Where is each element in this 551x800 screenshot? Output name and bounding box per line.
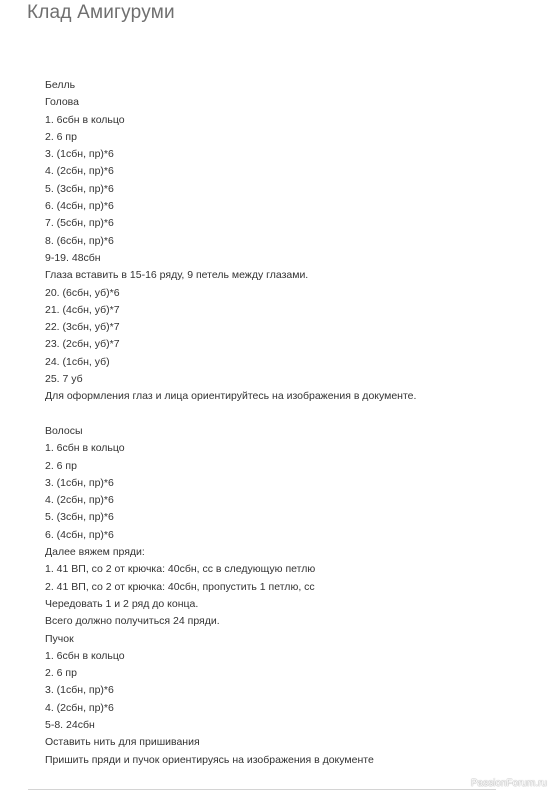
text-line: 1. 6сбн в кольцо bbox=[45, 649, 125, 662]
text-line: 5. (3сбн, пр)*6 bbox=[45, 182, 114, 195]
text-line: 2. 6 пр bbox=[45, 459, 77, 472]
text-line: 23. (2сбн, уб)*7 bbox=[45, 338, 120, 351]
text-line: 3. (1сбн, пр)*6 bbox=[45, 476, 114, 489]
section-head bbox=[45, 77, 540, 406]
section-hair bbox=[45, 423, 540, 769]
text-line: 22. (3сбн, уб)*7 bbox=[45, 321, 120, 334]
text-line: 4. (2сбн, пр)*6 bbox=[45, 165, 114, 178]
text-line: 2. 6 пр bbox=[45, 667, 77, 680]
text-line: Волосы bbox=[45, 424, 83, 437]
text-line: Чередовать 1 и 2 ряд до конца. bbox=[45, 597, 199, 610]
text-line: Оставить нить для пришивания bbox=[45, 736, 200, 749]
text-line: 2. 41 ВП, со 2 от крючка: 40сбн, пропустить 1 петлю, сс bbox=[45, 580, 315, 593]
text-line: 6. (4сбн, пр)*6 bbox=[45, 528, 114, 541]
text-line: 9-19. 48сбн bbox=[45, 251, 101, 264]
text-line: 8. (6сбн, пр)*6 bbox=[45, 234, 114, 247]
text-line: 1. 6сбн в кольцо bbox=[45, 442, 125, 455]
text-line: 24. (1сбн, уб) bbox=[45, 355, 110, 368]
text-line: Глаза вставить в 15-16 ряду, 9 петель между глазами. bbox=[45, 269, 309, 282]
text-line: Голова bbox=[45, 96, 79, 109]
text-line: Пучок bbox=[45, 632, 74, 645]
text-line: 3. (1сбн, пр)*6 bbox=[45, 148, 114, 161]
text-line: 7. (5сбн, пр)*6 bbox=[45, 217, 114, 230]
text-line: 20. (6сбн, уб)*6 bbox=[45, 286, 120, 299]
text-line: 2. 6 пр bbox=[45, 130, 77, 143]
text-line: Для оформления глаз и лица ориентируйтесь на изображения в документе. bbox=[45, 390, 417, 403]
text-line: 1. 41 ВП, со 2 от крючка: 40сбн, сс в следующую петлю bbox=[45, 563, 316, 576]
watermark-text: PassionForum.ru bbox=[470, 778, 547, 789]
text-line: Белль bbox=[45, 79, 76, 91]
text-line: 21. (4сбн, уб)*7 bbox=[45, 303, 120, 316]
text-line: 5. (3сбн, пр)*6 bbox=[45, 511, 114, 524]
text-line: 5-8. 24сбн bbox=[45, 718, 95, 731]
text-line: Далее вяжем пряди: bbox=[45, 546, 145, 559]
footer-divider bbox=[28, 789, 496, 790]
text-line: 4. (2сбн, пр)*6 bbox=[45, 701, 114, 714]
text-line: 6. (4сбн, пр)*6 bbox=[45, 200, 114, 213]
text-line: 3. (1сбн, пр)*6 bbox=[45, 684, 114, 697]
text-line: 1. 6сбн в кольцо bbox=[45, 113, 125, 126]
text-line: 4. (2сбн, пр)*6 bbox=[45, 494, 114, 507]
text-line: Пришить пряди и пучок ориентируясь на изображения в документе bbox=[45, 753, 374, 766]
text-line: 25. 7 уб bbox=[45, 373, 83, 386]
document-body bbox=[45, 77, 540, 769]
text-line: Всего должно получиться 24 пряди. bbox=[45, 615, 220, 628]
page-title: Клад Амигуруми bbox=[27, 2, 175, 23]
